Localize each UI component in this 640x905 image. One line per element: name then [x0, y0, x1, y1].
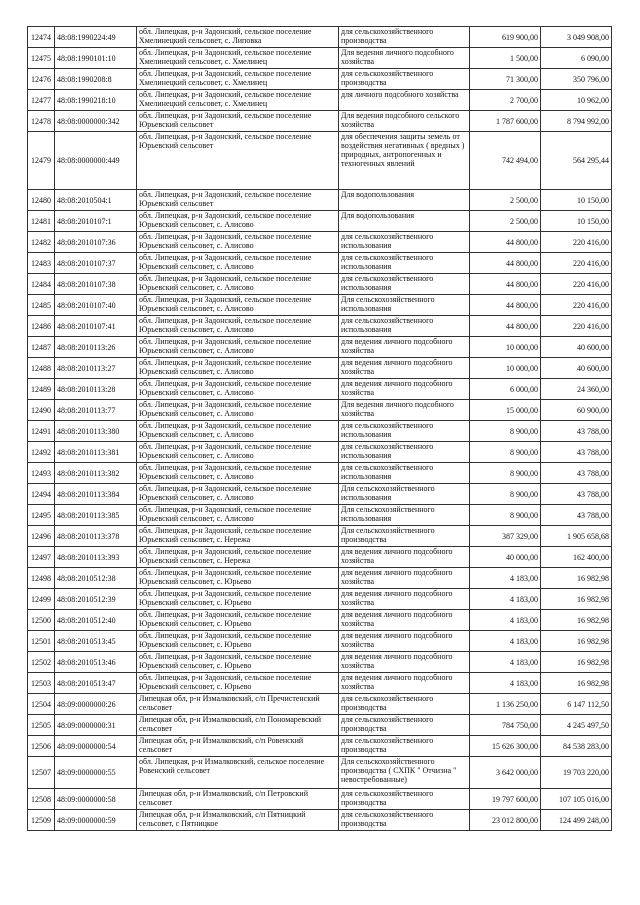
- table-row: [28, 48, 612, 69]
- permitted-use-cell: Для ведения личного подсобного хозяйства: [339, 400, 470, 421]
- cadastral-value-cell: 6 147 112,50: [541, 694, 612, 715]
- cadastral-value-cell: 24 360,00: [541, 379, 612, 400]
- area-cell: 40 000,00: [470, 547, 541, 568]
- location-cell: Липецкая обл, р-н Измалковский, с/п Пятницкий сельсовет, с Пятницкое: [137, 810, 339, 831]
- area-cell: 1 500,00: [470, 48, 541, 69]
- cadastral-number-cell: 48:08:2010504:1: [55, 190, 137, 211]
- row-number-cell: 12485: [28, 295, 55, 316]
- row-number-cell: 12478: [28, 111, 55, 132]
- table-row: [28, 484, 612, 505]
- location-cell: обл. Липецкая, р-н Задонский, сельское поселение Юрьевский сельсовет, с. Алисово: [137, 400, 339, 421]
- area-cell: 8 900,00: [470, 421, 541, 442]
- area-cell: 3 642 000,00: [470, 757, 541, 789]
- permitted-use-cell: для ведения личного подсобного хозяйства: [339, 337, 470, 358]
- row-number-cell: 12480: [28, 190, 55, 211]
- location-cell: обл. Липецкая, р-н Задонский, сельское поселение Юрьевский сельсовет, с. Алисово: [137, 274, 339, 295]
- area-cell: 8 900,00: [470, 505, 541, 526]
- location-cell: обл. Липецкая, р-н Задонский, сельское поселение Юрьевский сельсовет, с. Алисово: [137, 316, 339, 337]
- permitted-use-cell: Для сельскохозяйственного использования: [339, 505, 470, 526]
- permitted-use-cell: для ведения личного подсобного хозяйства: [339, 631, 470, 652]
- row-number-cell: 12475: [28, 48, 55, 69]
- row-number-cell: 12495: [28, 505, 55, 526]
- area-cell: 387 329,00: [470, 526, 541, 547]
- table-row: [28, 379, 612, 400]
- table-row: [28, 789, 612, 810]
- cadastral-number-cell: 48:09:0000000:55: [55, 757, 137, 789]
- cadastral-number-cell: 48:08:2010513:45: [55, 631, 137, 652]
- table-row: [28, 400, 612, 421]
- cadastral-value-cell: 43 788,00: [541, 421, 612, 442]
- location-cell: обл. Липецкая, р-н Задонский, сельское поселение Хмелинецкий сельсовет, с. Липовка: [137, 27, 339, 48]
- table-row: [28, 463, 612, 484]
- area-cell: 4 183,00: [470, 631, 541, 652]
- cadastral-value-cell: 4 245 497,50: [541, 715, 612, 736]
- cadastral-value-cell: 10 150,00: [541, 211, 612, 232]
- cadastral-value-cell: 16 982,98: [541, 568, 612, 589]
- location-cell: обл. Липецкая, р-н Задонский, сельское поселение Юрьевский сельсовет, с. Алисово: [137, 358, 339, 379]
- cadastral-number-cell: 48:08:0000000:342: [55, 111, 137, 132]
- table-row: [28, 111, 612, 132]
- row-number-cell: 12507: [28, 757, 55, 789]
- cadastral-number-cell: 48:08:1990218:10: [55, 90, 137, 111]
- permitted-use-cell: для сельскохозяйственного производства: [339, 694, 470, 715]
- table-row: [28, 757, 612, 789]
- cadastral-number-cell: 48:08:2010113:385: [55, 505, 137, 526]
- permitted-use-cell: Для сельскохозяйственного использования: [339, 295, 470, 316]
- area-cell: 4 183,00: [470, 610, 541, 631]
- cadastral-number-cell: 48:08:2010107:1: [55, 211, 137, 232]
- row-number-cell: 12498: [28, 568, 55, 589]
- cadastral-value-cell: 220 416,00: [541, 316, 612, 337]
- row-number-cell: 12501: [28, 631, 55, 652]
- table-row: [28, 190, 612, 211]
- permitted-use-cell: для личного подсобного хозяйства: [339, 90, 470, 111]
- row-number-cell: 12482: [28, 232, 55, 253]
- location-cell: обл. Липецкая, р-н Задонский, сельское поселение Юрьевский сельсовет, с. Юрьево: [137, 568, 339, 589]
- cadastral-value-cell: 162 400,00: [541, 547, 612, 568]
- cadastral-number-cell: 48:09:0000000:58: [55, 789, 137, 810]
- row-number-cell: 12479: [28, 132, 55, 190]
- table-row: [28, 253, 612, 274]
- location-cell: обл. Липецкая, р-н Задонский, сельское поселение Хмелинецкий сельсовет, с. Хмелинец: [137, 48, 339, 69]
- row-number-cell: 12503: [28, 673, 55, 694]
- cadastral-value-cell: 8 794 992,00: [541, 111, 612, 132]
- table-row: [28, 810, 612, 831]
- permitted-use-cell: для ведения личного подсобного хозяйства: [339, 568, 470, 589]
- row-number-cell: 12483: [28, 253, 55, 274]
- permitted-use-cell: для ведения личного подсобного хозяйства: [339, 358, 470, 379]
- table-row: [28, 442, 612, 463]
- area-cell: 19 797 600,00: [470, 789, 541, 810]
- cadastral-value-cell: 60 900,00: [541, 400, 612, 421]
- permitted-use-cell: для сельскохозяйственного использования: [339, 442, 470, 463]
- location-cell: обл. Липецкая, р-н Задонский, сельское поселение Юрьевский сельсовет, с. Юрьево: [137, 631, 339, 652]
- permitted-use-cell: для сельскохозяйственного использования: [339, 253, 470, 274]
- cadastral-number-cell: 48:09:0000000:26: [55, 694, 137, 715]
- area-cell: 742 494,00: [470, 132, 541, 190]
- row-number-cell: 12484: [28, 274, 55, 295]
- cadastral-value-cell: 43 788,00: [541, 505, 612, 526]
- cadastral-number-cell: 48:08:2010113:378: [55, 526, 137, 547]
- permitted-use-cell: для ведения личного подсобного хозяйства: [339, 652, 470, 673]
- cadastral-value-cell: 84 538 283,00: [541, 736, 612, 757]
- permitted-use-cell: Для водопользования: [339, 190, 470, 211]
- cadastral-value-cell: 16 982,98: [541, 652, 612, 673]
- location-cell: обл. Липецкая, р-н Задонский, сельское поселение Хмелинецкий сельсовет, с. Хмелинец: [137, 90, 339, 111]
- cadastral-value-cell: 19 703 220,00: [541, 757, 612, 789]
- row-number-cell: 12481: [28, 211, 55, 232]
- row-number-cell: 12492: [28, 442, 55, 463]
- location-cell: обл. Липецкая, р-н Задонский, сельское поселение Юрьевский сельсовет, с. Алисово: [137, 505, 339, 526]
- row-number-cell: 12506: [28, 736, 55, 757]
- location-cell: обл. Липецкая, р-н Задонский, сельское поселение Юрьевский сельсовет, с. Алисово: [137, 232, 339, 253]
- permitted-use-cell: для сельскохозяйственного использования: [339, 463, 470, 484]
- cadastral-value-cell: 6 090,00: [541, 48, 612, 69]
- permitted-use-cell: Для сельскохозяйственного производства ( СХПК " Отчизна " невостребованные): [339, 757, 470, 789]
- row-number-cell: 12497: [28, 547, 55, 568]
- area-cell: 15 000,00: [470, 400, 541, 421]
- cadastral-value-cell: 1 905 658,68: [541, 526, 612, 547]
- permitted-use-cell: для сельскохозяйственного использования: [339, 274, 470, 295]
- row-number-cell: 12499: [28, 589, 55, 610]
- table-row: [28, 568, 612, 589]
- location-cell: Липецкая обл, р-н Измалковский, с/п Пономаревский сельсовет: [137, 715, 339, 736]
- cadastral-number-cell: 48:08:2010113:77: [55, 400, 137, 421]
- area-cell: 23 012 800,00: [470, 810, 541, 831]
- cadastral-number-cell: 48:08:2010107:38: [55, 274, 137, 295]
- permitted-use-cell: Для ведения подсобного сельского хозяйства: [339, 111, 470, 132]
- area-cell: 10 000,00: [470, 358, 541, 379]
- row-number-cell: 12494: [28, 484, 55, 505]
- location-cell: обл. Липецкая, р-н Задонский, сельское поселение Юрьевский сельсовет: [137, 111, 339, 132]
- permitted-use-cell: Для ведения личного подсобного хозяйства: [339, 48, 470, 69]
- cadastral-number-cell: 48:08:1990224:49: [55, 27, 137, 48]
- table-row: [28, 69, 612, 90]
- cadastral-number-cell: 48:08:2010113:381: [55, 442, 137, 463]
- area-cell: 1 136 250,00: [470, 694, 541, 715]
- cadastral-number-cell: 48:08:2010113:26: [55, 337, 137, 358]
- permitted-use-cell: для обеспечения защиты земель от воздействия негативных ( вредных ) природных, антропогенных и техногенных явлений: [339, 132, 470, 190]
- location-cell: Липецкая обл, р-н Измалковский, с/п Пречистенский сельсовет: [137, 694, 339, 715]
- area-cell: 8 900,00: [470, 442, 541, 463]
- location-cell: обл. Липецкая, р-н Задонский, сельское поселение Юрьевский сельсовет, с. Юрьево: [137, 652, 339, 673]
- cadastral-value-cell: 40 600,00: [541, 358, 612, 379]
- permitted-use-cell: для ведения личного подсобного хозяйства: [339, 379, 470, 400]
- row-number-cell: 12508: [28, 789, 55, 810]
- cadastral-value-cell: 43 788,00: [541, 442, 612, 463]
- area-cell: 8 900,00: [470, 484, 541, 505]
- cadastral-value-cell: 220 416,00: [541, 253, 612, 274]
- location-cell: обл. Липецкая, р-н Задонский, сельское поселение Юрьевский сельсовет, с. Алисово: [137, 253, 339, 274]
- area-cell: 71 300,00: [470, 69, 541, 90]
- cadastral-number-cell: 48:08:2010512:39: [55, 589, 137, 610]
- row-number-cell: 12500: [28, 610, 55, 631]
- cadastral-number-cell: 48:09:0000000:59: [55, 810, 137, 831]
- row-number-cell: 12502: [28, 652, 55, 673]
- location-cell: обл. Липецкая, р-н Задонский, сельское поселение Юрьевский сельсовет, с. Алисово: [137, 484, 339, 505]
- cadastral-value-cell: 350 796,00: [541, 69, 612, 90]
- permitted-use-cell: для ведения личного подсобного хозяйства: [339, 547, 470, 568]
- location-cell: обл. Липецкая, р-н Задонский, сельское поселение Хмелинецкий сельсовет, с. Хмелинец: [137, 69, 339, 90]
- table-row: [28, 589, 612, 610]
- table-row: [28, 337, 612, 358]
- cadastral-value-cell: 40 600,00: [541, 337, 612, 358]
- area-cell: 44 800,00: [470, 232, 541, 253]
- permitted-use-cell: для сельскохозяйственного производства: [339, 715, 470, 736]
- row-number-cell: 12505: [28, 715, 55, 736]
- location-cell: обл. Липецкая, р-н Задонский, сельское поселение Юрьевский сельсовет: [137, 132, 339, 190]
- area-cell: 4 183,00: [470, 652, 541, 673]
- area-cell: 44 800,00: [470, 274, 541, 295]
- cadastral-value-cell: 220 416,00: [541, 232, 612, 253]
- cadastral-value-cell: 564 295,44: [541, 132, 612, 190]
- area-cell: 10 000,00: [470, 337, 541, 358]
- area-cell: 4 183,00: [470, 673, 541, 694]
- location-cell: обл. Липецкая, р-н Задонский, сельское поселение Юрьевский сельсовет, с. Нережа: [137, 526, 339, 547]
- area-cell: 44 800,00: [470, 253, 541, 274]
- permitted-use-cell: для сельскохозяйственного использования: [339, 421, 470, 442]
- area-cell: 619 900,00: [470, 27, 541, 48]
- table-row: [28, 232, 612, 253]
- table-row: [28, 505, 612, 526]
- cadastral-value-cell: 10 150,00: [541, 190, 612, 211]
- location-cell: обл. Липецкая, р-н Задонский, сельское поселение Юрьевский сельсовет, с. Алисово: [137, 442, 339, 463]
- cadastral-number-cell: 48:08:2010107:41: [55, 316, 137, 337]
- row-number-cell: 12477: [28, 90, 55, 111]
- cadastral-number-cell: 48:08:2010513:46: [55, 652, 137, 673]
- row-number-cell: 12493: [28, 463, 55, 484]
- cadastral-value-cell: 3 049 908,00: [541, 27, 612, 48]
- permitted-use-cell: для ведения личного подсобного хозяйства: [339, 673, 470, 694]
- table-row: [28, 715, 612, 736]
- cadastral-number-cell: 48:08:2010512:38: [55, 568, 137, 589]
- cadastral-number-cell: 48:09:0000000:31: [55, 715, 137, 736]
- cadastral-number-cell: 48:08:1990101:10: [55, 48, 137, 69]
- location-cell: Липецкая обл, р-н Измалковский, с/п Ровенский сельсовет: [137, 736, 339, 757]
- cadastral-value-cell: 124 499 248,00: [541, 810, 612, 831]
- permitted-use-cell: Для сельскохозяйственного производства: [339, 526, 470, 547]
- cadastral-number-cell: 48:08:2010107:40: [55, 295, 137, 316]
- cadastral-number-cell: 48:08:2010107:36: [55, 232, 137, 253]
- row-number-cell: 12488: [28, 358, 55, 379]
- cadastral-value-cell: 43 788,00: [541, 484, 612, 505]
- location-cell: обл. Липецкая, р-н Задонский, сельское поселение Юрьевский сельсовет, с. Нережа: [137, 547, 339, 568]
- table-row: [28, 631, 612, 652]
- cadastral-value-cell: 10 962,00: [541, 90, 612, 111]
- area-cell: 15 626 300,00: [470, 736, 541, 757]
- area-cell: 44 800,00: [470, 316, 541, 337]
- cadastral-number-cell: 48:08:2010113:384: [55, 484, 137, 505]
- area-cell: 2 500,00: [470, 190, 541, 211]
- area-cell: 8 900,00: [470, 463, 541, 484]
- area-cell: 784 750,00: [470, 715, 541, 736]
- table-row: [28, 211, 612, 232]
- land-registry-table: [27, 26, 612, 831]
- row-number-cell: 12487: [28, 337, 55, 358]
- location-cell: обл. Липецкая, р-н Задонский, сельское поселение Юрьевский сельсовет, с. Алисово: [137, 463, 339, 484]
- row-number-cell: 12486: [28, 316, 55, 337]
- cadastral-number-cell: 48:08:0000000:449: [55, 132, 137, 190]
- row-number-cell: 12474: [28, 27, 55, 48]
- permitted-use-cell: для ведения личного подсобного хозяйства: [339, 589, 470, 610]
- table-row: [28, 316, 612, 337]
- permitted-use-cell: для сельскохозяйственного использования: [339, 232, 470, 253]
- table-row: [28, 90, 612, 111]
- cadastral-value-cell: 107 105 016,00: [541, 789, 612, 810]
- area-cell: 4 183,00: [470, 568, 541, 589]
- cadastral-number-cell: 48:08:2010513:47: [55, 673, 137, 694]
- area-cell: 2 500,00: [470, 211, 541, 232]
- table-row: [28, 673, 612, 694]
- permitted-use-cell: для ведения личного подсобного хозяйства: [339, 610, 470, 631]
- row-number-cell: 12496: [28, 526, 55, 547]
- table-body: [28, 27, 612, 831]
- row-number-cell: 12491: [28, 421, 55, 442]
- table-row: [28, 421, 612, 442]
- cadastral-number-cell: 48:08:2010113:393: [55, 547, 137, 568]
- cadastral-number-cell: 48:08:2010512:40: [55, 610, 137, 631]
- permitted-use-cell: Для сельскохозяйственного использования: [339, 484, 470, 505]
- cadastral-number-cell: 48:08:2010107:37: [55, 253, 137, 274]
- location-cell: обл. Липецкая, р-н Задонский, сельское поселение Юрьевский сельсовет, с. Алисово: [137, 379, 339, 400]
- cadastral-number-cell: 48:08:2010113:28: [55, 379, 137, 400]
- table-row: [28, 295, 612, 316]
- cadastral-value-cell: 16 982,98: [541, 673, 612, 694]
- row-number-cell: 12476: [28, 69, 55, 90]
- permitted-use-cell: для сельскохозяйственного производства: [339, 736, 470, 757]
- table-row: [28, 547, 612, 568]
- cadastral-number-cell: 48:09:0000000:54: [55, 736, 137, 757]
- table-row: [28, 27, 612, 48]
- row-number-cell: 12489: [28, 379, 55, 400]
- permitted-use-cell: для сельскохозяйственного производства: [339, 27, 470, 48]
- cadastral-value-cell: 16 982,98: [541, 589, 612, 610]
- location-cell: обл. Липецкая, р-н Измалковский, сельское поселение Ровенский сельсовет: [137, 757, 339, 789]
- location-cell: Липецкая обл, р-н Измалковский, с/п Петровский сельсовет: [137, 789, 339, 810]
- location-cell: обл. Липецкая, р-н Задонский, сельское поселение Юрьевский сельсовет, с. Алисово: [137, 337, 339, 358]
- table-row: [28, 358, 612, 379]
- cadastral-number-cell: 48:08:2010113:27: [55, 358, 137, 379]
- area-cell: 4 183,00: [470, 589, 541, 610]
- cadastral-value-cell: 16 982,98: [541, 610, 612, 631]
- permitted-use-cell: Для водопользования: [339, 211, 470, 232]
- table-row: [28, 610, 612, 631]
- table-row: [28, 132, 612, 190]
- table-row: [28, 274, 612, 295]
- table-row: [28, 736, 612, 757]
- cadastral-value-cell: 43 788,00: [541, 463, 612, 484]
- location-cell: обл. Липецкая, р-н Задонский, сельское поселение Юрьевский сельсовет, с. Юрьево: [137, 673, 339, 694]
- table-row: [28, 694, 612, 715]
- row-number-cell: 12490: [28, 400, 55, 421]
- permitted-use-cell: для сельскохозяйственного производства: [339, 69, 470, 90]
- area-cell: 44 800,00: [470, 295, 541, 316]
- area-cell: 2 700,00: [470, 90, 541, 111]
- table-row: [28, 652, 612, 673]
- area-cell: 1 787 600,00: [470, 111, 541, 132]
- cadastral-value-cell: 16 982,98: [541, 631, 612, 652]
- location-cell: обл. Липецкая, р-н Задонский, сельское поселение Юрьевский сельсовет: [137, 190, 339, 211]
- row-number-cell: 12504: [28, 694, 55, 715]
- permitted-use-cell: для сельскохозяйственного производства: [339, 810, 470, 831]
- area-cell: 6 000,00: [470, 379, 541, 400]
- cadastral-number-cell: 48:08:1990208:8: [55, 69, 137, 90]
- permitted-use-cell: для сельскохозяйственного производства: [339, 789, 470, 810]
- cadastral-value-cell: 220 416,00: [541, 295, 612, 316]
- location-cell: обл. Липецкая, р-н Задонский, сельское поселение Юрьевский сельсовет, с. Юрьево: [137, 610, 339, 631]
- cadastral-number-cell: 48:08:2010113:380: [55, 421, 137, 442]
- location-cell: обл. Липецкая, р-н Задонский, сельское поселение Юрьевский сельсовет, с. Алисово: [137, 211, 339, 232]
- table-row: [28, 526, 612, 547]
- location-cell: обл. Липецкая, р-н Задонский, сельское поселение Юрьевский сельсовет, с. Алисово: [137, 295, 339, 316]
- row-number-cell: 12509: [28, 810, 55, 831]
- cadastral-value-cell: 220 416,00: [541, 274, 612, 295]
- location-cell: обл. Липецкая, р-н Задонский, сельское поселение Юрьевский сельсовет, с. Алисово: [137, 421, 339, 442]
- cadastral-number-cell: 48:08:2010113:382: [55, 463, 137, 484]
- permitted-use-cell: для сельскохозяйственного использования: [339, 316, 470, 337]
- location-cell: обл. Липецкая, р-н Задонский, сельское поселение Юрьевский сельсовет, с. Юрьево: [137, 589, 339, 610]
